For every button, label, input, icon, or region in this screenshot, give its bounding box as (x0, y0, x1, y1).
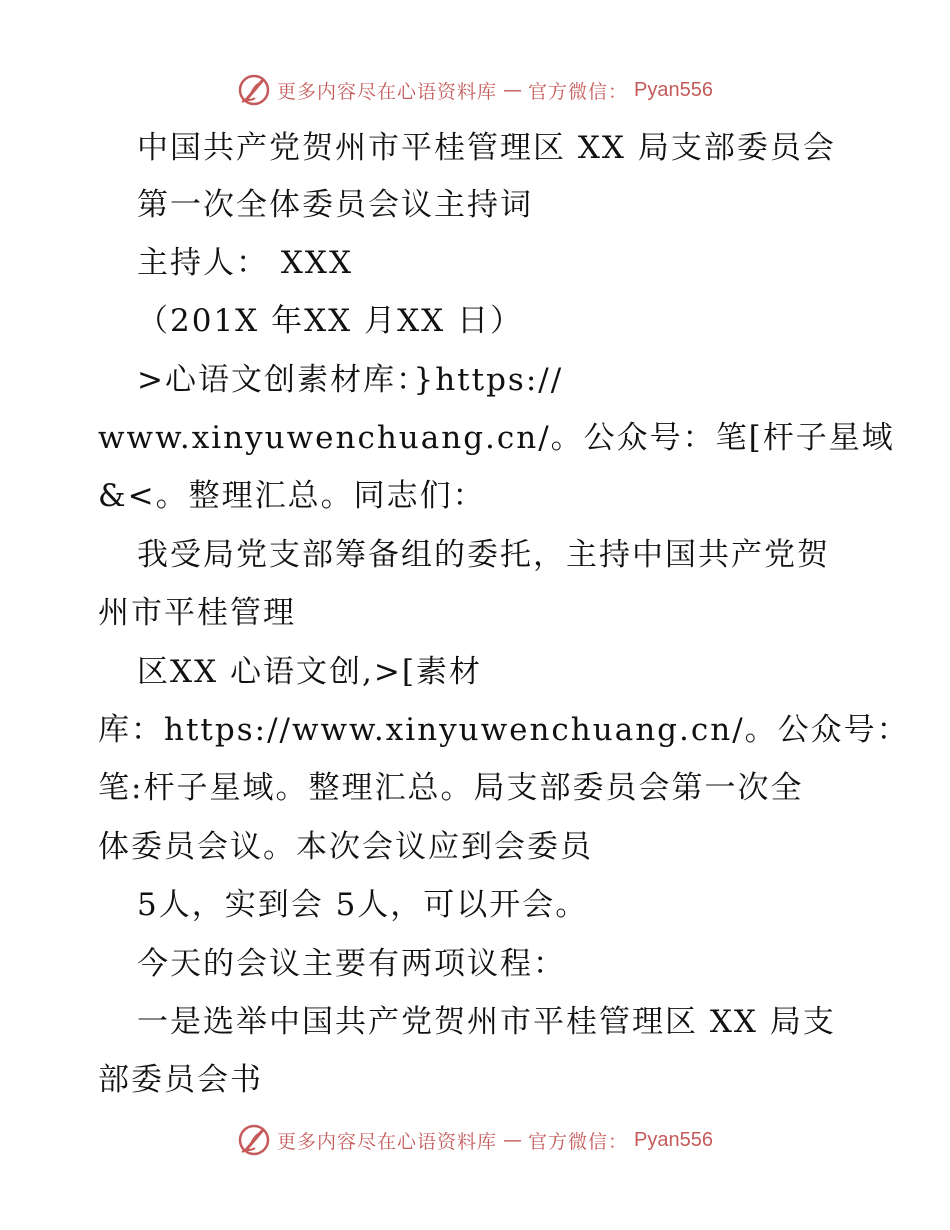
doc-paragraph-line: 我受局党支部筹备组的委托，主持中国共产党贺 (137, 537, 830, 573)
doc-date-line: （201X 年XX 月XX 日） (137, 303, 524, 339)
doc-paragraph-line: 州市平桂管理 (98, 595, 296, 631)
doc-paragraph-line: &<。整理汇总。同志们： (98, 478, 486, 514)
header-watermark-banner (0, 70, 950, 110)
doc-paragraph-line: 一是选举中国共产党贺州市平桂管理区 XX 局支 (137, 1004, 836, 1040)
footer-wechat-handle: Pyan556 (634, 1128, 713, 1151)
feather-quill-logo-icon (237, 1123, 271, 1157)
doc-paragraph-line: 部委员会书 (98, 1062, 263, 1098)
doc-paragraph-line: 今天的会议主要有两项议程： (137, 946, 566, 982)
footer-wechat-label: 官方微信： (528, 1130, 629, 1153)
footer-brand-text: 更多内容尽在心语资料库 (277, 1130, 498, 1153)
doc-host-line: 主持人： XXX (137, 245, 354, 281)
header-separator: — (503, 79, 523, 101)
doc-title-line-1: 中国共产党贺州市平桂管理区 XX 局支部委员会 (137, 130, 836, 166)
footer-watermark-banner (0, 1120, 950, 1160)
footer-separator: — (503, 1129, 523, 1151)
doc-paragraph-line: 笔:杆子星域。整理汇总。局支部委员会第一次全 (98, 770, 804, 806)
doc-paragraph-line: 体委员会议。本次会议应到会委员 (98, 829, 593, 865)
header-wechat-handle: Pyan556 (634, 78, 713, 101)
doc-paragraph-line: 库：https://www.xinyuwenchuang.cn/。公众号： (98, 712, 910, 748)
header-wechat-label: 官方微信： (528, 80, 629, 103)
doc-paragraph-line: 5人，实到会 5人，可以开会。 (137, 887, 589, 923)
doc-paragraph-line: www.xinyuwenchuang.cn/。公众号：笔[杆子星域 (98, 420, 895, 456)
header-brand-text: 更多内容尽在心语资料库 (277, 80, 498, 103)
doc-paragraph-line: 区XX 心语文创,>[素材 (137, 654, 482, 690)
doc-title-line-2: 第一次全体委员会议主持词 (137, 187, 533, 223)
doc-paragraph-line: >心语文创素材库：}https:// (137, 362, 564, 398)
feather-quill-logo-icon (237, 73, 271, 107)
